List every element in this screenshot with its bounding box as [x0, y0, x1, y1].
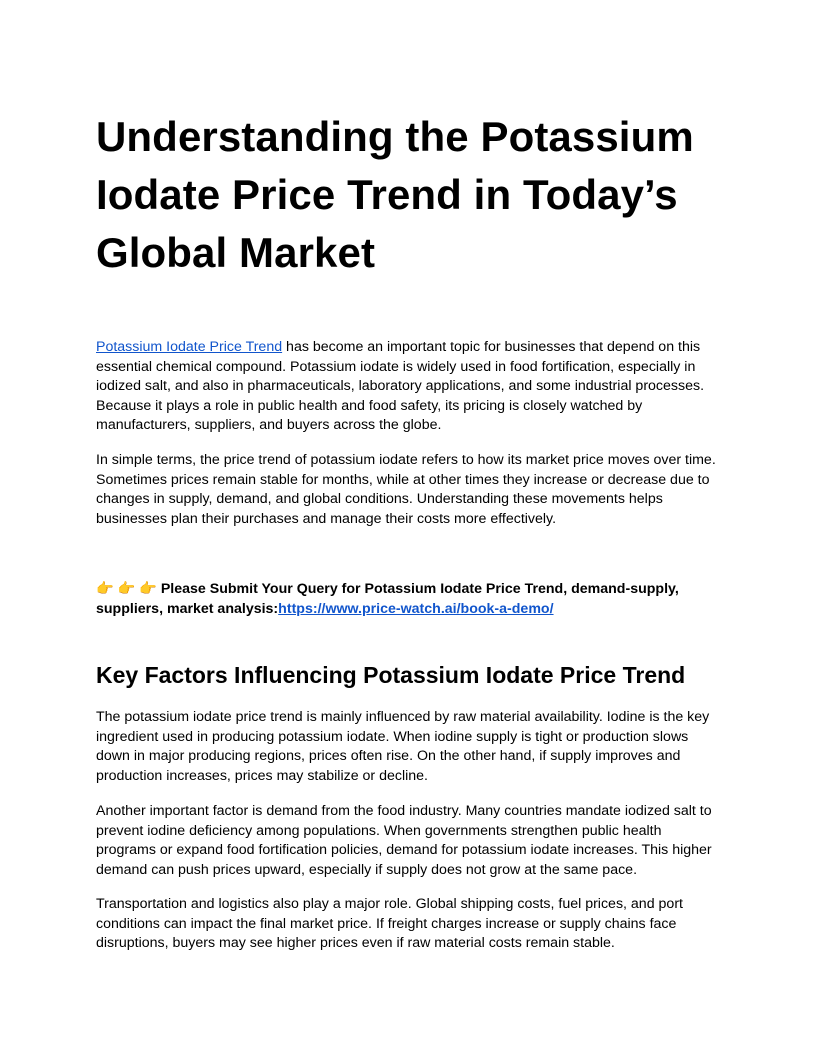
query-callout [96, 580, 724, 619]
pointing-hand-icons: 👉 👉 👉 [96, 581, 157, 597]
book-demo-link[interactable]: https://www.price-watch.ai/book-a-demo/ [278, 600, 554, 617]
intro-paragraph [96, 338, 724, 436]
page-title: Understanding the Potassium Iodate Price Trend in Today’s Global Market [96, 113, 694, 276]
price-trend-link[interactable]: Potassium Iodate Price Trend [96, 339, 283, 355]
intro-text: has become an important topic for businesses that depend on this essential chemical compound. Potassium iodate is widely used in food fortification, especially in iodized salt, and also in pharmaceuticals, laboratory applications, and some industrial processes. Because it plays a role in public health and food safety, its pricing is closely watched by manufacturers, suppliers, and buyers across the globe. [96, 339, 705, 433]
paragraph-raw-material: The potassium iodate price trend is mainly influenced by raw material availability. Iodine is the key ingredient used in producing potassium iodate. When iodine supply is tight or production slows down in major producing regions, prices often rise. On the other hand, if supply improves and production increases, prices may stabilize or decline. [96, 709, 710, 784]
query-text: Please Submit Your Query for Potassium Iodate Price Trend, demand-supply, suppliers, market analysis: [96, 581, 679, 617]
paragraph-food-demand: Another important factor is demand from the food industry. Many countries mandate iodized salt to prevent iodine deficiency among populations. When governments strengthen public health programs or expand food fortification policies, demand for potassium iodate increases. This higher demand can push prices upward, especially if supply does not grow at the same pace. [96, 803, 712, 878]
section-heading: Key Factors Influencing Potassium Iodate Price Trend [96, 662, 686, 688]
paragraph-logistics: Transportation and logistics also play a major role. Global shipping costs, fuel prices, and port conditions can impact the final market price. If freight charges increase or supply chains face disruptions, buyers may see higher prices even if raw material costs remain stable. [96, 896, 683, 951]
paragraph-price-trend-definition: In simple terms, the price trend of potassium iodate refers to how its market price moves over time. Sometimes prices remain stable for months, while at other times they increase or decrease due to changes in supply, demand, and global conditions. Understanding these movements helps businesses plan their purchases and manage their costs more effectively. [96, 452, 716, 527]
